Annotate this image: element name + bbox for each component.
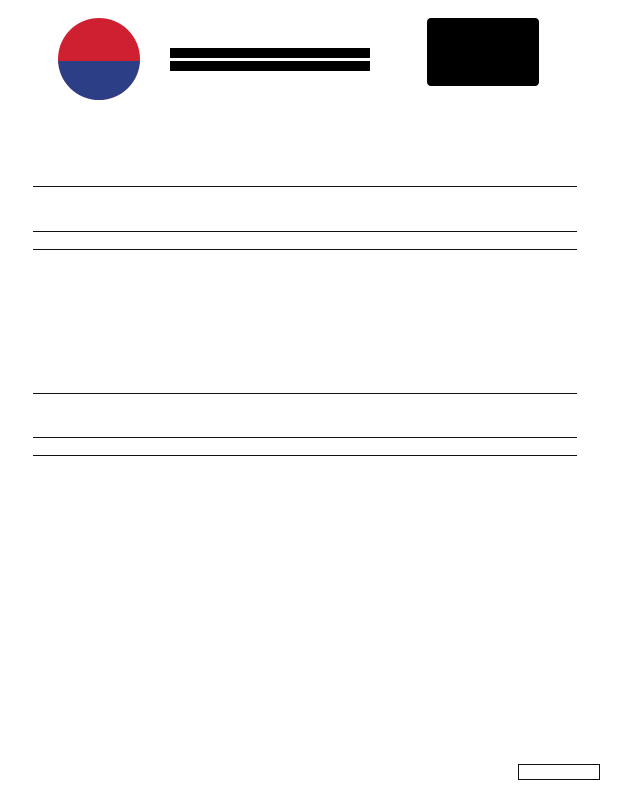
divider: [33, 186, 577, 187]
divider: [33, 249, 577, 250]
page-indicator: [518, 764, 600, 780]
divider: [33, 455, 577, 456]
accreditation-seal: [427, 18, 539, 86]
divider: [33, 437, 577, 438]
pdc-logo: [58, 18, 140, 100]
redaction-bar: [170, 61, 370, 71]
redaction-bar: [170, 48, 370, 58]
divider: [33, 393, 577, 394]
divider: [33, 231, 577, 232]
